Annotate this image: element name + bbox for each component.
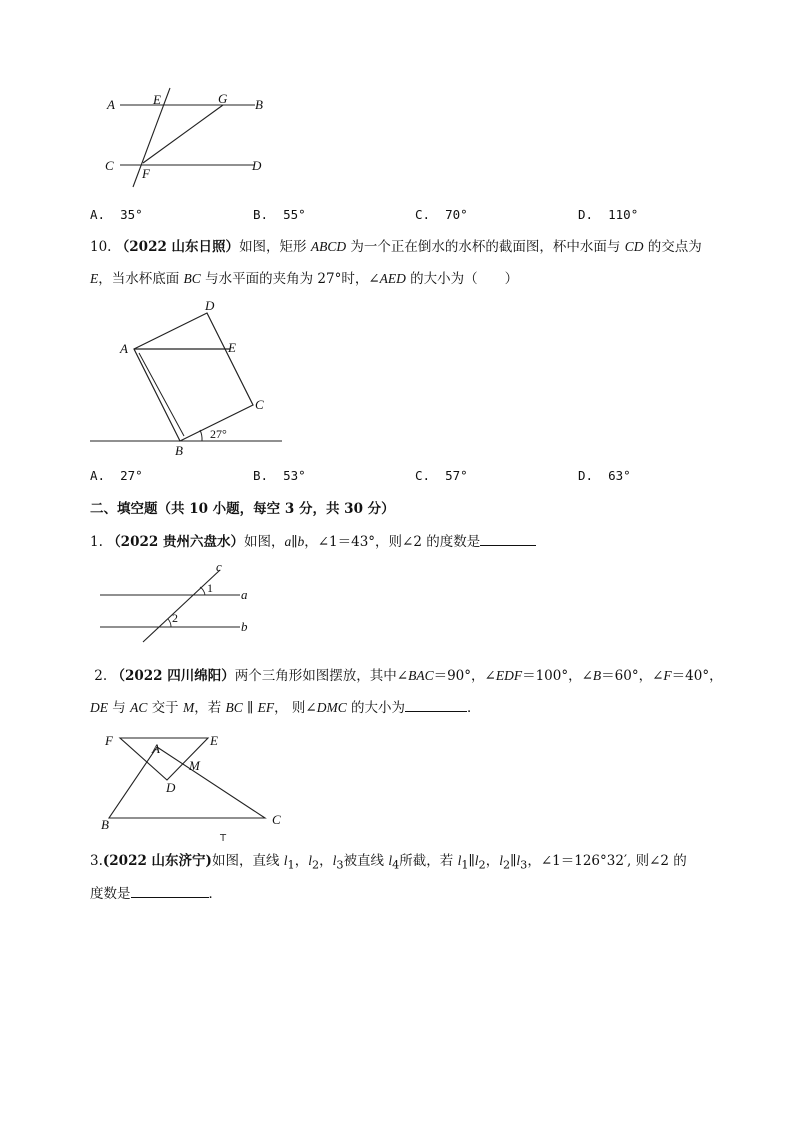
q9-option-d: D. 110°	[578, 207, 639, 222]
f2-number: 2.	[94, 668, 108, 684]
label-f: F	[142, 166, 150, 181]
label-a: A	[107, 97, 115, 112]
inner-wall-ab	[139, 353, 184, 436]
label-e: E	[153, 92, 161, 107]
q10-number: 10.	[90, 239, 112, 255]
q9-option-b: B. 55°	[253, 207, 306, 222]
f1-line1: 1. （2022 贵州六盘水）如图，a∥b，∠1＝43°，则∠2 的度数是	[90, 531, 536, 552]
answer-blank[interactable]	[131, 883, 209, 898]
label-d: D	[205, 298, 215, 313]
q9-figure	[95, 85, 285, 195]
section-title: 二、填空题（共 10 小题，每空 3 分，共 30 分）	[90, 501, 395, 517]
f2-source: （2022 四川绵阳）	[111, 668, 235, 684]
q10-option-b: B. 53°	[253, 468, 306, 483]
f3-line2: 度数是 ．	[90, 883, 222, 904]
label-c: c	[216, 559, 222, 574]
line-fg	[143, 105, 223, 163]
label-b: b	[241, 619, 248, 634]
f2-line2: DE 与 AC 交于 M，若 BC ∥ EF， 则∠DMC 的大小为 ．	[90, 697, 481, 718]
label-b: B	[101, 817, 109, 832]
label-d: D	[166, 780, 176, 795]
angle-arc	[200, 430, 202, 441]
label-e: E	[210, 733, 218, 748]
label-2: 2	[172, 611, 178, 625]
f1-figure	[95, 558, 270, 643]
q10-line2: E，当水杯底面 BC 与水平面的夹角为 27°时，∠AED 的大小为（ ）	[90, 271, 519, 287]
q10-source: （2022 山东日照）	[115, 239, 240, 255]
q10-line1: 10. （2022 山东日照）如图，矩形 ABCD 为一个正在倒水的水杯的截面图，杯中水面与 CD 的交点为	[90, 239, 702, 255]
label-f: F	[105, 733, 113, 748]
label-b: B	[175, 443, 183, 458]
f2-figure	[95, 728, 295, 848]
f1-source: （2022 贵州六盘水）	[107, 534, 244, 550]
stray-mark: T	[220, 833, 227, 844]
f2-line1: 2. （2022 四川绵阳）两个三角形如图摆放，其中∠BAC＝90°，∠EDF＝100°，∠B＝60°，∠F＝40°，	[94, 668, 723, 684]
q9-option-a: A. 35°	[90, 207, 143, 222]
f3-source: (2022 山东济宁)	[102, 853, 212, 869]
triangle-abc	[109, 747, 265, 818]
label-c: C	[272, 812, 281, 827]
label-c: C	[105, 158, 114, 173]
label-a: A	[152, 741, 160, 756]
q10-option-c: C. 57°	[415, 468, 468, 483]
label-e: E	[228, 340, 236, 355]
q10-option-a: A. 27°	[90, 468, 143, 483]
q10-figure	[85, 295, 295, 460]
f3-number: 3.	[90, 853, 103, 869]
angle-2-arc	[168, 619, 171, 627]
label-d: D	[252, 158, 262, 173]
label-angle: 27°	[210, 427, 227, 441]
label-c: C	[255, 397, 264, 412]
label-b: B	[255, 97, 263, 112]
answer-blank[interactable]	[405, 697, 467, 712]
q10-option-d: D. 63°	[578, 468, 631, 483]
label-m: M	[189, 758, 200, 773]
f3-line1: 3.(2022 山东济宁)如图，直线 $l_1$，$l_2$，$l_3$被直线 $l_4$所截，若 $l_1\parallel l_2$，$l_2\parallel l_3$，∠1＝126°32′, 则∠2 的	[90, 853, 687, 872]
line-ef	[133, 88, 170, 187]
label-a: A	[120, 341, 128, 356]
q9-option-c: C. 70°	[415, 207, 468, 222]
label-a: a	[241, 587, 248, 602]
f1-number: 1.	[90, 534, 103, 550]
label-1: 1	[207, 581, 213, 595]
label-g: G	[218, 91, 228, 106]
answer-blank[interactable]	[480, 531, 536, 546]
